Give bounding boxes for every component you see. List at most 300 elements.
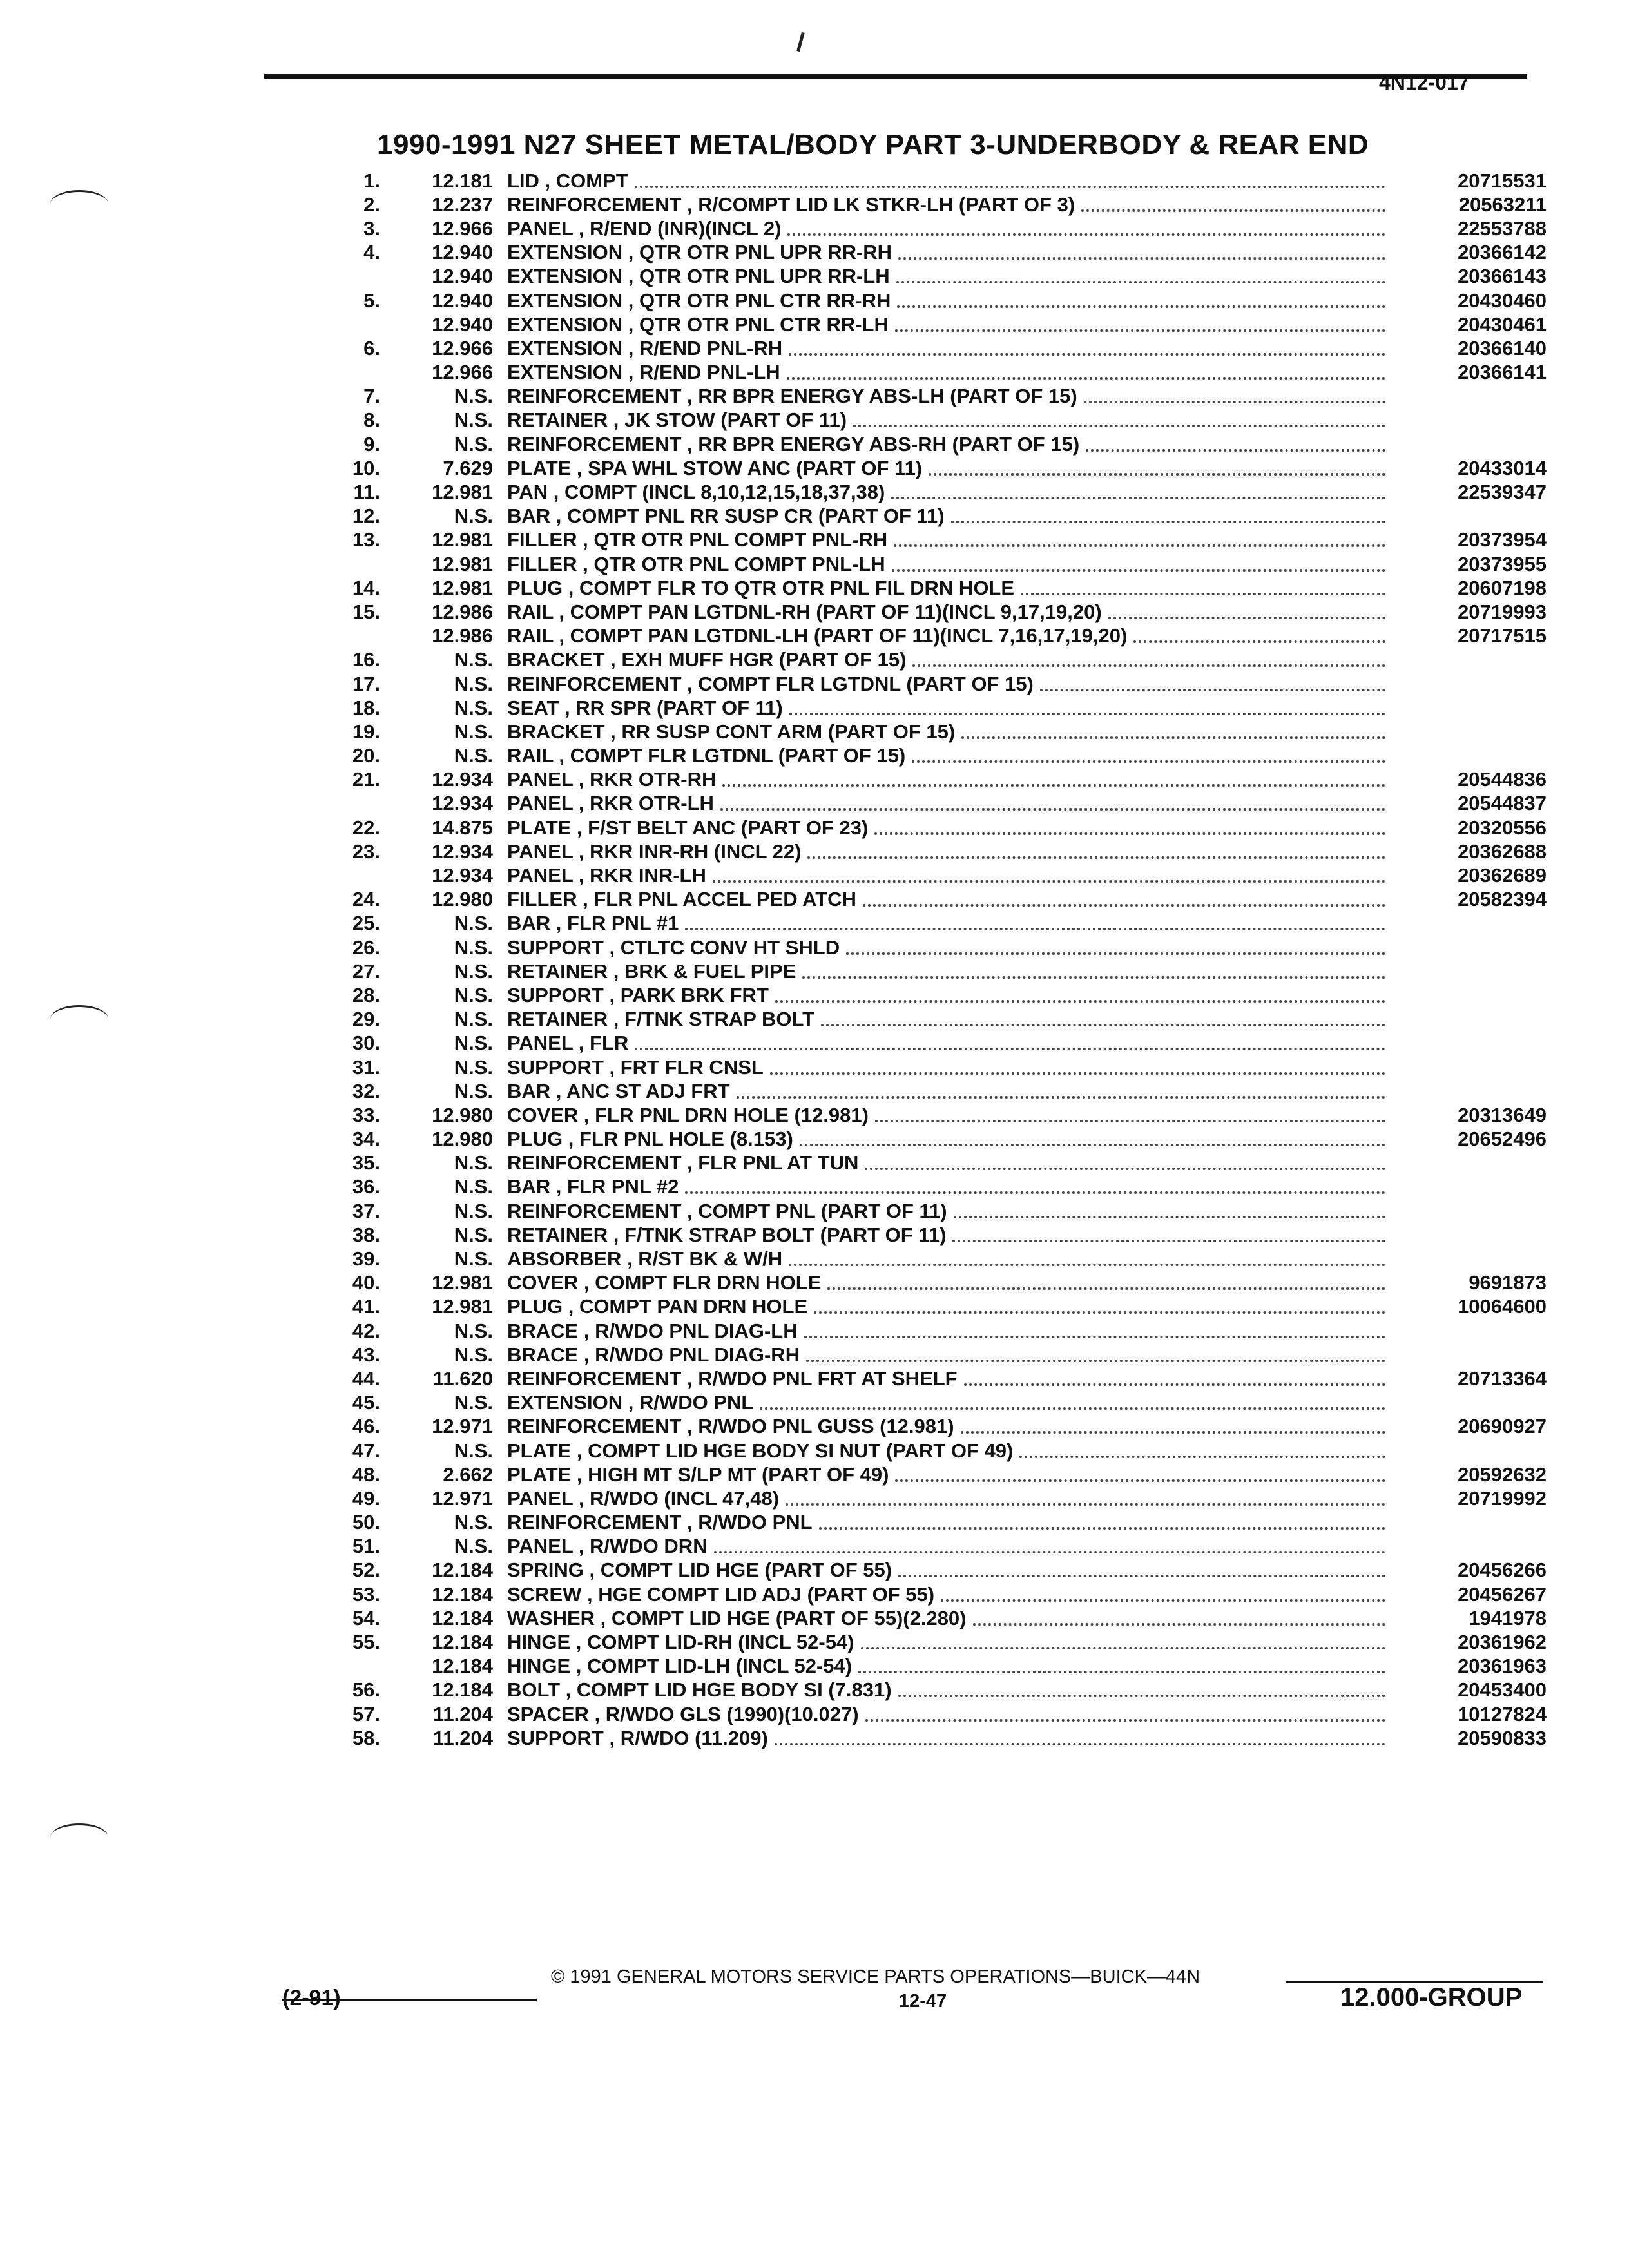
part-description-cell: [507, 1727, 1385, 1750]
item-number: 38.: [352, 1223, 380, 1246]
group-code: 12.981: [432, 1295, 493, 1318]
part-description-cell: [507, 960, 1385, 983]
part-description: RAIL , COMPT PAN LGTDNL-RH (PART OF 11)(INCL 9,17,19,20): [507, 600, 1102, 623]
item-number: 20.: [352, 744, 380, 767]
part-number: 20715531: [1458, 169, 1547, 192]
item-number: 32.: [352, 1079, 380, 1102]
dot-leader: [1040, 686, 1385, 691]
table-row: [322, 600, 1547, 624]
table-row: [322, 1559, 1547, 1582]
table-row: [322, 241, 1547, 265]
part-description-cell: [507, 1607, 1385, 1630]
dot-leader: [770, 1070, 1385, 1075]
item-number: 33.: [352, 1103, 380, 1126]
part-description: RAIL , COMPT FLR LGTDNL (PART OF 15): [507, 744, 906, 767]
group-code: N.S.: [454, 1439, 493, 1462]
item-number: 52.: [352, 1559, 380, 1582]
part-description-cell: [507, 1559, 1385, 1582]
group-code: N.S.: [454, 432, 493, 456]
part-description-cell: [507, 744, 1385, 767]
part-description-cell: [507, 1295, 1385, 1318]
dot-leader: [789, 710, 1385, 715]
part-number: 20373954: [1458, 528, 1547, 552]
item-number: 12.: [352, 505, 380, 528]
part-description-cell: [507, 1535, 1385, 1558]
dot-leader: [787, 231, 1385, 236]
group-code: 12.184: [432, 1655, 493, 1678]
group-code: 12.980: [432, 1128, 493, 1151]
dot-leader: [714, 1548, 1385, 1553]
part-number: 20453400: [1458, 1678, 1547, 1702]
group-code: N.S.: [454, 408, 493, 432]
part-number: 22553788: [1458, 216, 1547, 240]
part-description: EXTENSION , QTR OTR PNL CTR RR-LH: [507, 312, 889, 336]
part-description: SCREW , HGE COMPT LID ADJ (PART OF 55): [507, 1582, 935, 1606]
table-row: [322, 576, 1547, 600]
part-description: PANEL , FLR: [507, 1032, 629, 1055]
part-description-cell: [507, 361, 1385, 384]
dot-leader: [713, 878, 1385, 883]
part-description: FILLER , FLR PNL ACCEL PED ATCH: [507, 888, 856, 911]
part-description: COVER , FLR PNL DRN HOLE (12.981): [507, 1103, 869, 1126]
group-code: N.S.: [454, 959, 493, 983]
dot-leader: [892, 566, 1385, 572]
part-description-cell: [507, 673, 1385, 696]
part-description-cell: [507, 697, 1385, 720]
group-code: 12.934: [432, 840, 493, 863]
table-row: [322, 1367, 1547, 1390]
group-code: N.S.: [454, 505, 493, 528]
item-number: 5.: [363, 289, 380, 312]
part-description: REINFORCEMENT , COMPT PNL (PART OF 11): [507, 1199, 947, 1222]
item-number: 26.: [352, 936, 380, 959]
page-title: 1990-1991 N27 SHEET METAL/BODY PART 3-UNDERBODY & REAR END: [377, 129, 1369, 160]
part-description: REINFORCEMENT , COMPT FLR LGTDNL (PART OF 15): [507, 672, 1034, 695]
part-number: 20366143: [1458, 265, 1547, 288]
dot-leader: [898, 255, 1385, 260]
table-row: [322, 959, 1547, 983]
dot-leader: [1108, 614, 1385, 619]
dot-leader: [1084, 398, 1385, 403]
item-number: 50.: [352, 1511, 380, 1534]
part-description-cell: [507, 984, 1385, 1007]
table-row: [322, 361, 1547, 385]
part-description: EXTENSION , R/END PNL-LH: [507, 361, 780, 384]
part-description-cell: [507, 1271, 1385, 1294]
part-description-cell: [507, 408, 1385, 432]
table-row: [322, 936, 1547, 959]
group-code: N.S.: [454, 1319, 493, 1342]
part-description: PLATE , COMPT LID HGE BODY SI NUT (PART OF 49): [507, 1439, 1014, 1462]
group-code: N.S.: [454, 744, 493, 767]
item-number: 55.: [352, 1631, 380, 1654]
dot-leader: [891, 494, 1385, 499]
part-description-cell: [507, 1128, 1385, 1151]
part-description-cell: [507, 648, 1385, 671]
part-number: 20366142: [1458, 241, 1547, 264]
part-description-cell: [507, 313, 1385, 336]
dot-leader: [951, 518, 1385, 523]
part-description: REINFORCEMENT , R/WDO PNL FRT AT SHELF: [507, 1367, 958, 1390]
item-number: 54.: [352, 1606, 380, 1629]
part-description-cell: [507, 481, 1385, 504]
group-code: 12.940: [432, 265, 493, 288]
dot-leader: [1086, 447, 1385, 452]
dot-leader: [954, 1213, 1385, 1218]
dot-leader: [895, 1477, 1385, 1482]
part-description: FILLER , QTR OTR PNL COMPT PNL-RH: [507, 528, 888, 552]
part-description-cell: [507, 1415, 1385, 1438]
table-row: [322, 1606, 1547, 1630]
part-description: SPRING , COMPT LID HGE (PART OF 55): [507, 1559, 892, 1582]
group-code: 12.980: [432, 1103, 493, 1126]
item-number: 17.: [352, 672, 380, 695]
part-description-cell: [507, 1224, 1385, 1247]
part-description-cell: [507, 1247, 1385, 1271]
part-number: 20362688: [1458, 840, 1547, 863]
group-code: 2.662: [443, 1463, 493, 1486]
part-number: 20366141: [1458, 361, 1547, 384]
part-number: 20361962: [1458, 1631, 1547, 1654]
part-description: PANEL , RKR INR-RH (INCL 22): [507, 840, 802, 863]
group-code: 11.620: [432, 1367, 493, 1390]
group-code: 7.629: [443, 456, 493, 479]
part-description: PLATE , F/ST BELT ANC (PART OF 23): [507, 816, 869, 839]
table-row: [322, 1678, 1547, 1702]
part-description-cell: [507, 1655, 1385, 1678]
part-number: 20717515: [1458, 624, 1547, 648]
table-row: [322, 1151, 1547, 1175]
group-code: 12.980: [432, 888, 493, 911]
group-code: 12.981: [432, 528, 493, 552]
dot-leader: [635, 1045, 1385, 1050]
item-number: 51.: [352, 1535, 380, 1558]
table-row: [322, 1726, 1547, 1750]
part-description-cell: [507, 1320, 1385, 1343]
table-row: [322, 385, 1547, 408]
part-description-cell: [507, 1151, 1385, 1175]
item-number: 27.: [352, 959, 380, 983]
copyright-line: © 1991 GENERAL MOTORS SERVICE PARTS OPERATIONS—BUICK—44N: [551, 1966, 1200, 1987]
part-description-cell: [507, 601, 1385, 624]
part-number: 20544836: [1458, 768, 1547, 791]
dot-leader: [807, 854, 1385, 859]
item-number: 57.: [352, 1702, 380, 1725]
part-description-cell: [507, 265, 1385, 288]
item-number: 9.: [363, 432, 380, 456]
part-description: BRACKET , EXH MUFF HGR (PART OF 15): [507, 648, 907, 671]
item-number: 29.: [352, 1008, 380, 1031]
binder-hole-mark-2: [50, 1005, 108, 1033]
part-description-cell: [507, 1008, 1385, 1031]
table-row: [322, 1008, 1547, 1032]
item-number: 47.: [352, 1439, 380, 1462]
part-description: REINFORCEMENT , RR BPR ENERGY ABS-RH (PART OF 15): [507, 432, 1080, 456]
group-code: N.S.: [454, 983, 493, 1006]
item-number: 35.: [352, 1151, 380, 1175]
part-description-cell: [507, 457, 1385, 480]
group-code: 12.966: [432, 336, 493, 360]
table-row: [322, 1511, 1547, 1535]
part-description: BRACE , R/WDO PNL DIAG-RH: [507, 1343, 800, 1366]
table-row: [322, 1032, 1547, 1055]
part-number: 20582394: [1458, 888, 1547, 911]
dot-leader: [858, 1668, 1385, 1673]
dot-leader: [912, 662, 1385, 667]
group-code: 12.981: [432, 552, 493, 575]
item-number: 31.: [352, 1055, 380, 1079]
scan-mark-top: [796, 32, 805, 52]
group-code: 12.934: [432, 792, 493, 815]
part-description-cell: [507, 888, 1385, 911]
dot-leader: [875, 1117, 1385, 1122]
item-number: 44.: [352, 1367, 380, 1390]
group-code: 12.237: [432, 193, 493, 216]
table-row: [322, 480, 1547, 504]
part-description-cell: [507, 936, 1385, 959]
item-number: 6.: [363, 336, 380, 360]
dot-leader: [912, 758, 1385, 763]
item-number: 19.: [352, 720, 380, 743]
group-code: N.S.: [454, 385, 493, 408]
group-code: 11.204: [432, 1702, 493, 1725]
part-number: 20719993: [1458, 600, 1547, 623]
item-number: 30.: [352, 1032, 380, 1055]
table-row: [322, 265, 1547, 289]
part-description: HINGE , COMPT LID-RH (INCL 52-54): [507, 1631, 854, 1654]
item-number: 7.: [363, 385, 380, 408]
part-number: 20563211: [1458, 193, 1547, 216]
item-number: 16.: [352, 648, 380, 671]
part-description: EXTENSION , QTR OTR PNL CTR RR-RH: [507, 289, 891, 312]
part-description-cell: [507, 553, 1385, 576]
part-description: PLUG , COMPT PAN DRN HOLE: [507, 1295, 808, 1318]
item-number: 4.: [363, 241, 380, 264]
part-description-cell: [507, 912, 1385, 935]
part-number: 20361963: [1458, 1655, 1547, 1678]
part-description: EXTENSION , R/WDO PNL: [507, 1391, 754, 1414]
dot-leader: [819, 1524, 1385, 1530]
part-description-cell: [507, 169, 1385, 193]
dot-leader: [929, 470, 1385, 476]
item-number: 37.: [352, 1199, 380, 1222]
part-description: EXTENSION , QTR OTR PNL UPR RR-LH: [507, 265, 890, 288]
item-number: 23.: [352, 840, 380, 863]
part-description: COVER , COMPT FLR DRN HOLE: [507, 1271, 822, 1294]
item-number: 11.: [353, 481, 380, 504]
part-description-cell: [507, 1703, 1385, 1726]
part-description: HINGE , COMPT LID-LH (INCL 52-54): [507, 1655, 853, 1678]
group-code: 12.934: [432, 768, 493, 791]
item-number: 58.: [352, 1726, 380, 1749]
group-code: N.S.: [454, 648, 493, 671]
part-number: 20430460: [1458, 289, 1547, 312]
dot-leader: [898, 1692, 1385, 1697]
binder-hole-mark-3: [50, 1823, 108, 1851]
table-row: [322, 408, 1547, 432]
part-description-cell: [507, 624, 1385, 648]
item-number: 42.: [352, 1319, 380, 1342]
part-description: WASHER , COMPT LID HGE (PART OF 55)(2.280): [507, 1606, 967, 1629]
part-description: EXTENSION , QTR OTR PNL UPR RR-RH: [507, 241, 892, 264]
table-row: [322, 1343, 1547, 1367]
table-row: [322, 1223, 1547, 1247]
item-number: 36.: [352, 1175, 380, 1198]
dot-leader: [685, 925, 1385, 930]
table-row: [322, 624, 1547, 648]
dot-leader: [895, 327, 1385, 332]
header-rule: [264, 74, 1527, 79]
part-number: 20320556: [1458, 816, 1547, 839]
part-description: PANEL , R/END (INR)(INCL 2): [507, 216, 782, 240]
part-number: 20430461: [1458, 312, 1547, 336]
item-number: 39.: [352, 1247, 380, 1271]
group-code: 11.204: [432, 1726, 493, 1749]
item-number: 13.: [352, 528, 380, 552]
part-description-cell: [507, 1080, 1385, 1103]
group-code: 12.184: [432, 1582, 493, 1606]
dot-leader: [806, 1357, 1385, 1362]
part-description-cell: [507, 1583, 1385, 1606]
part-description-cell: [507, 337, 1385, 360]
item-number: 24.: [352, 888, 380, 911]
binder-hole-mark-1: [50, 190, 108, 218]
part-description: PAN , COMPT (INCL 8,10,12,15,18,37,38): [507, 481, 885, 504]
part-description-cell: [507, 1056, 1385, 1079]
group-code: N.S.: [454, 1247, 493, 1271]
parts-list: [322, 169, 1547, 1750]
group-code: 12.981: [432, 1271, 493, 1294]
part-description-cell: [507, 816, 1385, 840]
dot-leader: [804, 1333, 1385, 1338]
table-row: [322, 505, 1547, 528]
table-row: [322, 1415, 1547, 1439]
part-description-cell: [507, 1391, 1385, 1414]
part-description-cell: [507, 1175, 1385, 1198]
part-description: PANEL , R/WDO (INCL 47,48): [507, 1486, 780, 1510]
part-number: 20690927: [1458, 1415, 1547, 1438]
dot-leader: [961, 734, 1385, 739]
dot-leader: [635, 183, 1385, 188]
dot-leader: [853, 422, 1385, 427]
part-description-cell: [507, 768, 1385, 791]
part-description-cell: [507, 1439, 1385, 1463]
part-description-cell: [507, 840, 1385, 863]
dot-leader: [964, 1381, 1385, 1386]
table-row: [322, 1055, 1547, 1079]
item-number: 46.: [352, 1415, 380, 1438]
dot-leader: [737, 1093, 1385, 1099]
dot-leader: [952, 1237, 1385, 1242]
group-code: N.S.: [454, 1511, 493, 1534]
item-number: 1.: [363, 169, 380, 192]
group-code: N.S.: [454, 1223, 493, 1246]
part-description-cell: [507, 217, 1385, 240]
group-code: 12.940: [432, 312, 493, 336]
group-code: 12.966: [432, 361, 493, 384]
part-number: 20373955: [1458, 552, 1547, 575]
group-code: 12.986: [432, 624, 493, 648]
part-description: BAR , FLR PNL #1: [507, 912, 679, 935]
group-code: 12.986: [432, 600, 493, 623]
part-description: BAR , FLR PNL #2: [507, 1175, 679, 1198]
group-code: 12.981: [432, 576, 493, 599]
dot-leader: [861, 1644, 1385, 1649]
dot-leader: [865, 1165, 1385, 1170]
dot-leader: [941, 1597, 1385, 1602]
part-number: 20544837: [1458, 792, 1547, 815]
group-code: 12.184: [432, 1678, 493, 1702]
group-code: N.S.: [454, 696, 493, 719]
part-description-cell: [507, 577, 1385, 600]
group-label: 12.000-GROUP: [1340, 1983, 1523, 2012]
group-code: N.S.: [454, 936, 493, 959]
dot-leader: [786, 1501, 1385, 1506]
table-row: [322, 312, 1547, 336]
group-code: 12.971: [432, 1486, 493, 1510]
part-number: 20433014: [1458, 456, 1547, 479]
table-row: [322, 1535, 1547, 1559]
part-description-cell: [507, 864, 1385, 887]
revision-date: (2-91): [282, 1986, 341, 2010]
part-description: PLATE , HIGH MT S/LP MT (PART OF 49): [507, 1463, 889, 1486]
part-description-cell: [507, 505, 1385, 528]
page-number: 12-47: [899, 1991, 947, 2012]
group-code: N.S.: [454, 1032, 493, 1055]
dot-leader: [898, 1572, 1385, 1577]
group-code: N.S.: [454, 672, 493, 695]
part-number: 9691873: [1469, 1271, 1547, 1294]
table-row: [322, 792, 1547, 816]
part-description: REINFORCEMENT , R/WDO PNL GUSS (12.981): [507, 1415, 954, 1438]
item-number: 21.: [352, 768, 380, 791]
part-number: 20652496: [1458, 1128, 1547, 1151]
part-description: BRACE , R/WDO PNL DIAG-LH: [507, 1319, 798, 1342]
dot-leader: [814, 1309, 1385, 1314]
table-row: [322, 744, 1547, 768]
table-row: [322, 983, 1547, 1007]
table-row: [322, 768, 1547, 792]
item-number: 56.: [352, 1678, 380, 1702]
table-row: [322, 840, 1547, 863]
part-description: REINFORCEMENT , R/WDO PNL: [507, 1511, 813, 1534]
part-number: 20607198: [1458, 576, 1547, 599]
table-row: [322, 1391, 1547, 1415]
part-description: PLUG , FLR PNL HOLE (8.153): [507, 1128, 793, 1151]
table-row: [322, 432, 1547, 456]
table-row: [322, 1271, 1547, 1295]
part-number: 20590833: [1458, 1726, 1547, 1749]
part-number: 20592632: [1458, 1463, 1547, 1486]
part-description: REINFORCEMENT , RR BPR ENERGY ABS-LH (PART OF 15): [507, 385, 1077, 408]
table-row: [322, 816, 1547, 840]
part-description: EXTENSION , R/END PNL-RH: [507, 336, 783, 360]
part-description-cell: [507, 193, 1385, 216]
dot-leader: [894, 542, 1385, 547]
part-description: RETAINER , JK STOW (PART OF 11): [507, 408, 847, 432]
part-description: PLUG , COMPT FLR TO QTR OTR PNL FIL DRN HOLE: [507, 576, 1015, 599]
item-number: 49.: [352, 1486, 380, 1510]
group-code: N.S.: [454, 1391, 493, 1414]
part-description: FILLER , QTR OTR PNL COMPT PNL-LH: [507, 552, 885, 575]
group-code: N.S.: [454, 1151, 493, 1175]
part-description-cell: [507, 1463, 1385, 1486]
dot-leader: [1019, 1453, 1385, 1458]
table-row: [322, 1319, 1547, 1343]
part-description-cell: [507, 385, 1385, 408]
item-number: 2.: [363, 193, 380, 216]
part-description-cell: [507, 1104, 1385, 1127]
